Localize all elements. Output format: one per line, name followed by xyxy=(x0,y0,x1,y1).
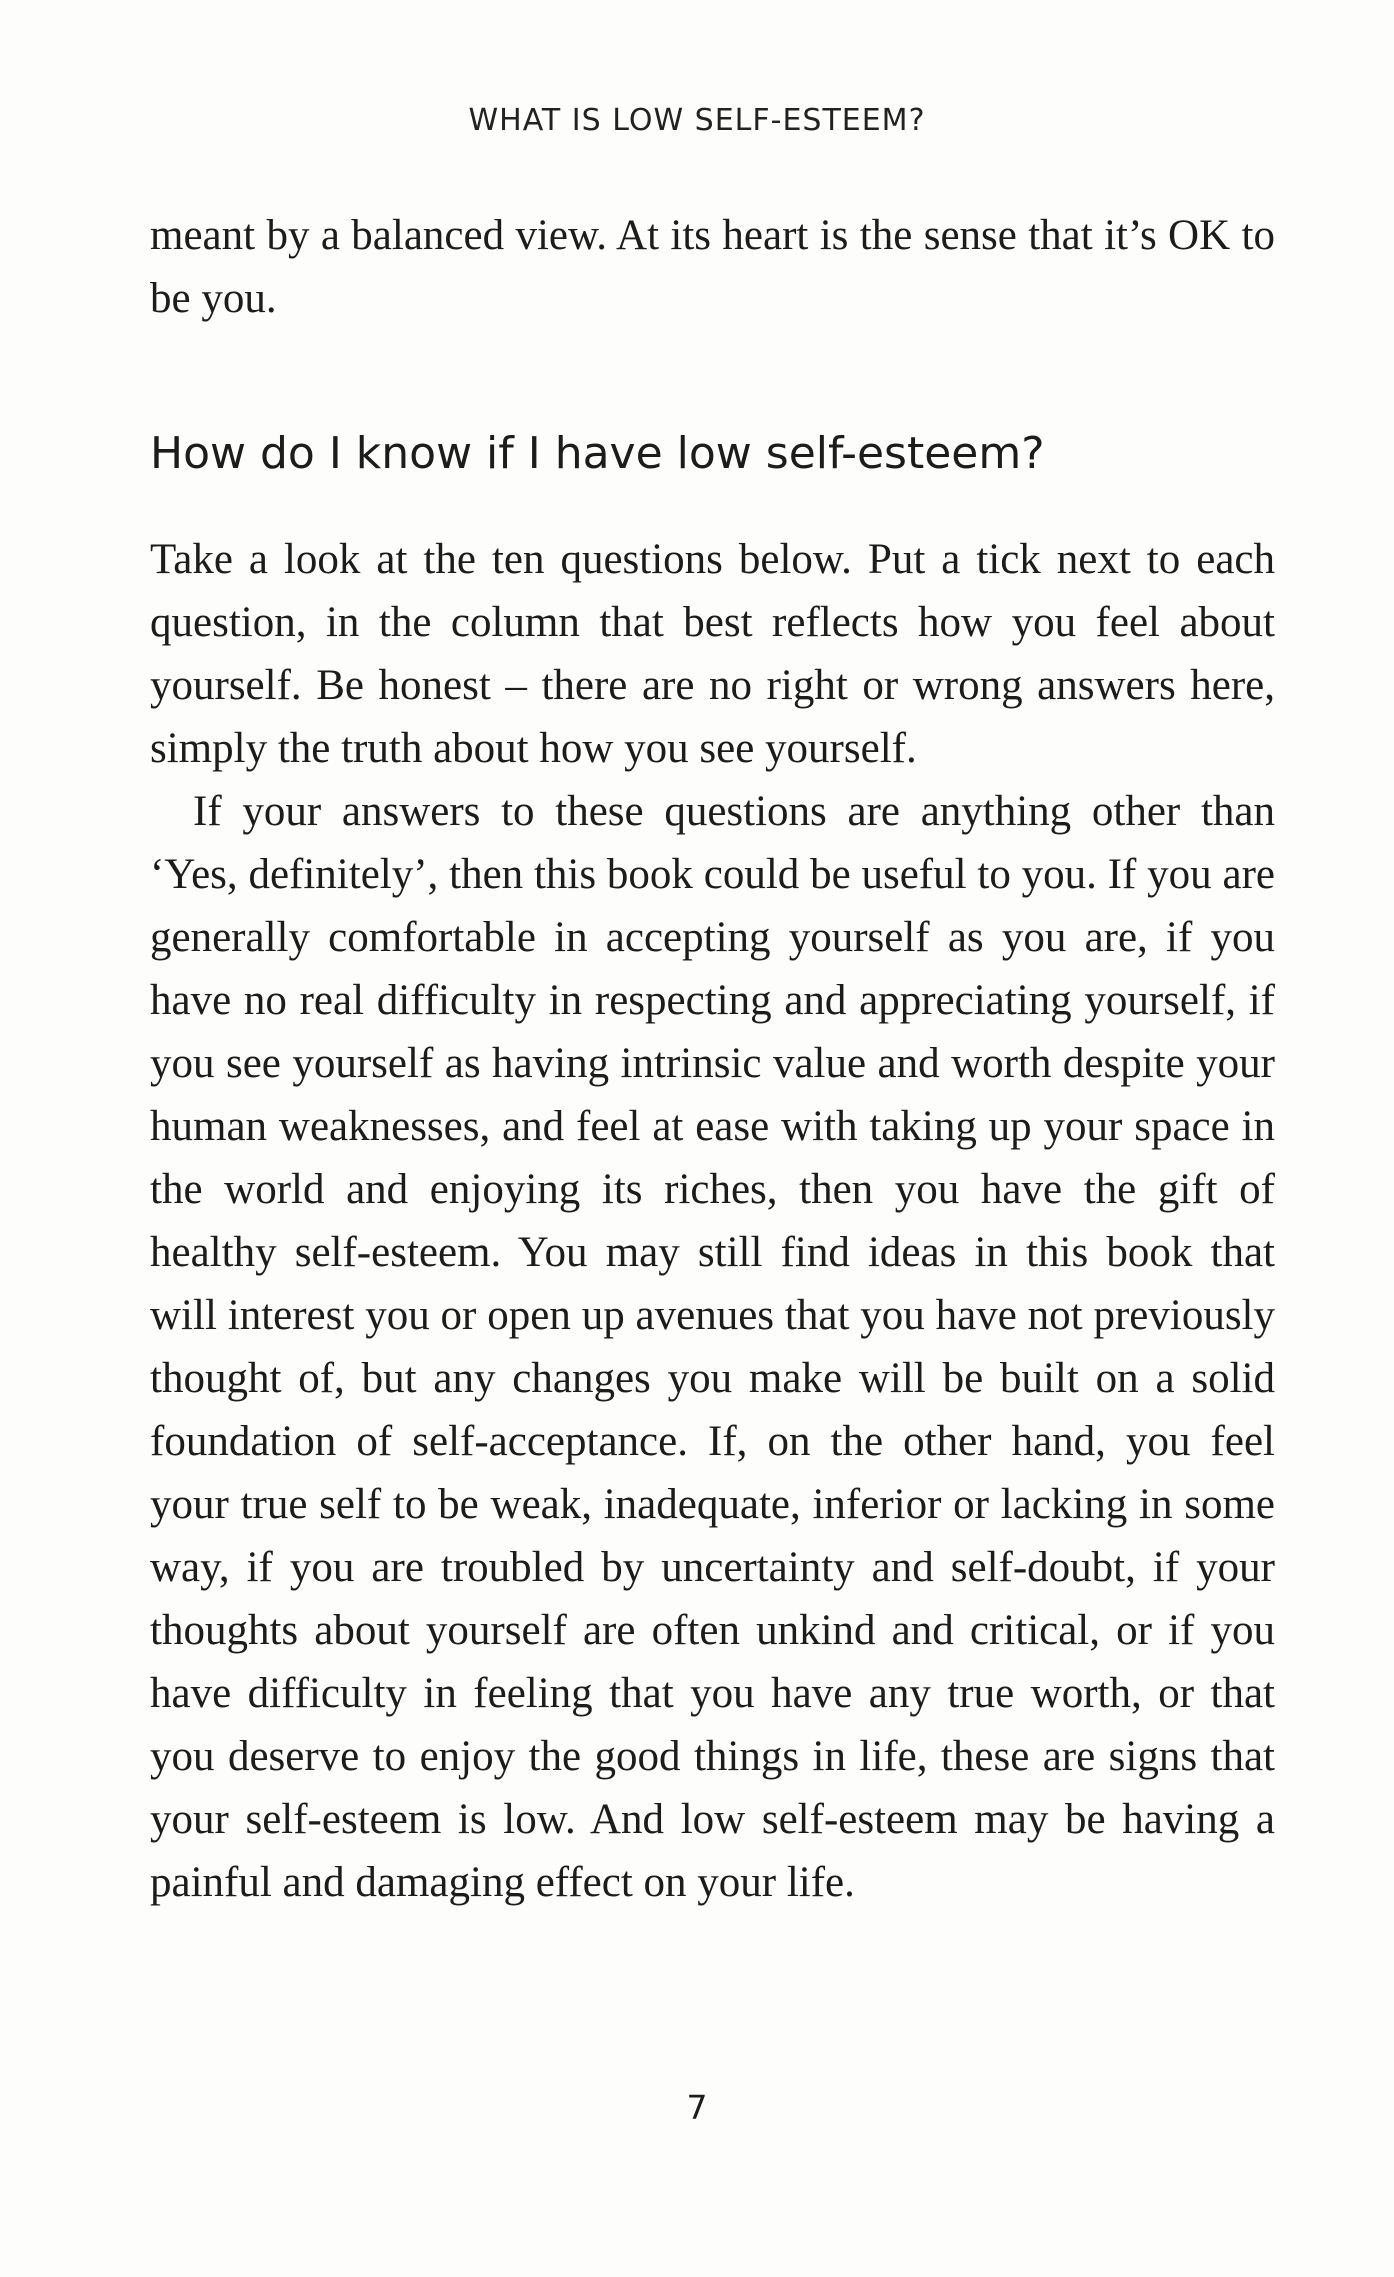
paragraph-if-your-answers: If your answers to these questions are anything other than ‘Yes, definitely’, then this book could be useful to you. If you are generally comfortable in accepting yourself as you are, if you have no real difficulty in respecting and appreciating yourself, if you see yourself as having intrinsic value and worth despite your human weaknesses, and feel at ease with taking up your space in the world and enjoying its riches, then you have the gift of healthy self-esteem. You may still find ideas in this book that will interest you or open up avenues that you have not previously thought of, but any changes you make will be built on a solid foundation of self-acceptance. If, on the other hand, you feel your true self to be weak, inadequate, inferior or lacking in some way, if you are troubled by uncertainty and self-doubt, if your thoughts about yourself are often unkind and critical, or if you have difficulty in feeling that you have any true worth, or that you deserve to enjoy the good things in life, these are signs that your self-esteem is low. And low self-esteem may be having a painful and damaging effect on your life. xyxy=(150,788,1275,1906)
section-heading: How do I know if I have low self-esteem? xyxy=(150,428,1045,479)
page-number: 7 xyxy=(686,2088,708,2127)
paragraph-continued: meant by a balanced view. At its heart is the sense that it’s OK to be you. xyxy=(150,212,1275,322)
paragraph-take-a-look: Take a look at the ten questions below. Put a tick next to each question, in the column that best reflects how you feel about yourself. Be honest – there are no right or wrong answers here, simply the truth about how you see yourself. xyxy=(150,536,1275,772)
running-head: WHAT IS LOW SELF-ESTEEM? xyxy=(468,103,926,138)
